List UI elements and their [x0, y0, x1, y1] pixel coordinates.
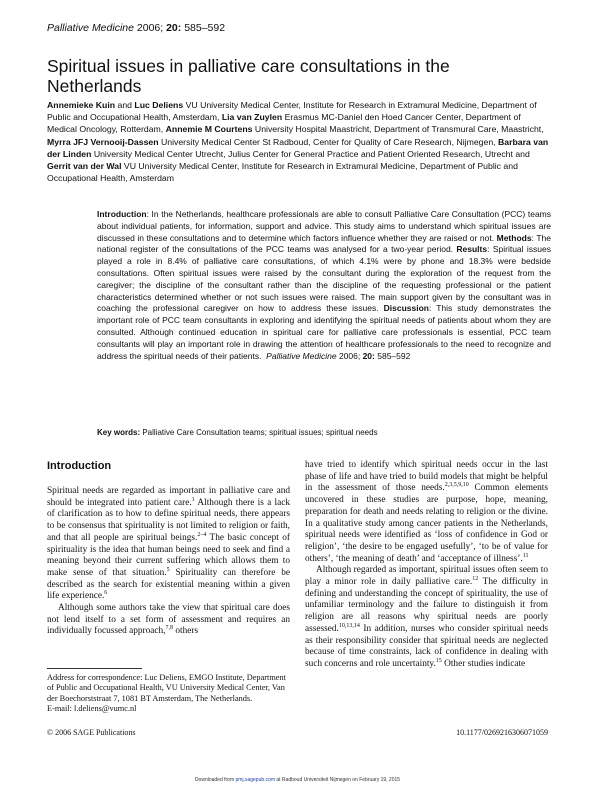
author-name: Gerrit van der Wal: [47, 161, 122, 172]
paragraph: [47, 486, 290, 603]
author-name: Barbara van der Linden: [47, 136, 549, 159]
citation-ref[interactable]: 1: [191, 496, 195, 503]
text-run: Although there is a lack of clarification as to how to define spiritual needs, there appears to be consensus that spirituality is not limited to religion or faith, and that all people are spiritual beings.: [47, 497, 291, 543]
download-note: [0, 777, 595, 783]
author-affiliation: and: [115, 100, 135, 110]
citation-ref[interactable]: 12: [472, 575, 479, 582]
doi[interactable]: 10.1177/0269216306071059: [456, 728, 548, 737]
author-affiliation: VU University Medical Center, Institute for Research in Extramural Medicine, Department of Public and Occupational Health, Amsterdam: [47, 161, 518, 184]
download-note-prefix: Downloaded from: [194, 777, 236, 783]
keywords-label: Key words:: [97, 428, 141, 437]
abstract-results-label: Results: [456, 244, 488, 255]
author-affiliation: University Medical Center Utrecht, Julius Center for General Practice and Patient Oriented Research, Utrecht and: [91, 148, 530, 159]
abstract-citation-journal: Palliative Medicine: [266, 350, 337, 361]
section-heading-introduction: Introduction: [47, 460, 112, 472]
citation-ref[interactable]: 5: [166, 566, 170, 573]
citation-ref[interactable]: 10,13,14: [338, 622, 360, 629]
paragraph: [305, 565, 548, 670]
text-run: Common elements uncovered in these studies are purpose, hope, meaning, preparation for death and needs relating to religion or the divine. In a qualitative study among cancer patients in the Netherlands, spiritual needs were identified as ‘loss of confidence in God or religion’, ‘the desire to be engaged usefully’, ‘to be of value for others’, ‘the meaning of death’ and ‘acceptance of illness’.: [305, 483, 548, 564]
running-head-pages: 585–592: [181, 22, 226, 34]
abstract-discussion-label: Discussion: [383, 303, 429, 314]
abstract: [97, 209, 551, 362]
author-name: Annemieke Kuin: [47, 100, 116, 110]
keywords-text: Palliative Care Consultation teams; spiritual issues; spiritual needs: [140, 428, 378, 437]
citation-ref[interactable]: 6: [104, 590, 108, 597]
footnote-divider: [47, 668, 142, 669]
text-run: Although some authors take the view that spiritual care does not lend itself to a set form of assessment and requires an individually focussed approach,: [47, 603, 290, 637]
running-head-year: 2006;: [133, 22, 167, 34]
correspondence-footnote: [47, 673, 290, 714]
keywords: [97, 428, 551, 437]
author-affiliation: University Hospital Maastricht, Department of Transmural Care, Maastricht,: [252, 124, 544, 135]
abstract-citation-pages: 585–592: [374, 350, 411, 361]
author-list: [47, 99, 552, 184]
abstract-discussion-text: : This study demonstrates the important role of PCC team consultants in exploring and identifying the spiritual needs of patients about whom they are consulted. Although continued education in spiritual care for palliative care professionals is essential, PCC team consultants will play an important role in drawing the attention of healthcare professionals to the need to recognize and address the spiritual needs of their patients.: [97, 303, 552, 361]
running-head-journal: Palliative Medicine: [47, 22, 134, 34]
text-run: Spirituality can therefore be described as the search for existential meaning within a given life experience.: [47, 567, 290, 602]
article-title: Spiritual issues in palliative care consultations in the Netherlands: [47, 56, 450, 96]
running-head-volume: 20:: [166, 22, 182, 34]
text-run: Other studies indicate: [441, 658, 526, 669]
abstract-citation-year: 2006;: [336, 350, 363, 361]
correspondence-email[interactable]: E-mail: l.deliens@vumc.nl: [47, 703, 137, 713]
download-site-link[interactable]: pmj.sagepub.com: [235, 777, 275, 783]
text-run: have tried to identify which spiritual needs occur in the last phase of life and have tried to build models that might be helpful in the assessment of those needs.: [305, 460, 548, 494]
text-run: In addition, nurses who consider spiritual needs as their responsibility consider that spiritual needs are neglected because of time constraints, lack of confidence in dealing with such concerns and role uncertainty.: [305, 623, 548, 669]
abstract-citation-volume: 20:: [362, 350, 375, 361]
abstract-methods-text: : The national register of the consultations of the PCC teams was analysed for a two-year period.: [97, 232, 551, 255]
text-run: Although regarded as important, spiritual issues often seem to play a minor role in daily palliative care.: [305, 565, 548, 588]
author-name: Lia van Zuylen: [221, 112, 283, 123]
citation-ref[interactable]: 2,3,5,9,10: [444, 482, 469, 489]
author-name: Annemie M Courtens: [165, 124, 253, 135]
text-run: The difficulty in defining and understanding the concept of spirituality, the use of unfamiliar terminology and the failure to distinguish it from religion are all reasons why spiritual needs are poorly assessed.: [305, 577, 548, 634]
citation-ref[interactable]: 15: [435, 657, 442, 664]
abstract-results-text: : Spiritual issues played a role in 8.4% of palliative care consultations, of which 4.1% were by phone and 18.3% were bedside consultations. Often spiritual issues were raised by the consultant during the exploration of the request from the caregiver; the discipline of the consultant rather than the discipline of the requesting professional or the patient characteristics determined whether or not such issues were raised. The main support given by the consultant was in coaching the professional caregiver on how to address these issues.: [97, 244, 551, 314]
right-column: [305, 460, 548, 671]
download-note-suffix: at Radboud Universiteit Nijmegen on February 19, 2015: [274, 777, 401, 783]
author-name: Myrra JFJ Vernooij-Dassen: [47, 136, 159, 147]
author-affiliation: Erasmus MC-Daniel den Hoed Cancer Center, Department of Medical Oncology, Rotterdam,: [47, 112, 521, 135]
citation-ref[interactable]: 7,8: [165, 625, 174, 632]
correspondence-address: Address for correspondence: Luc Deliens, EMGO Institute, Department of Public and Occupational Health, VU University Medical Center, Van der Boechorststraat 7, 1081 BT Amsterdam, The Netherlands.: [47, 673, 286, 703]
abstract-methods-label: Methods: [496, 232, 532, 243]
author-affiliation: University Medical Center St Radboud, Center for Quality of Care Research, Nijmegen,: [158, 136, 498, 147]
left-column: [47, 460, 290, 638]
text-run: others: [173, 626, 199, 637]
author-affiliation: VU University Medical Center, Institute for Research in Extramural Medicine, Department of Public and Occupational Health, Amsterdam,: [47, 100, 537, 123]
copyright: © 2006 SAGE Publications: [47, 728, 136, 737]
text-run: Spiritual needs are regarded as important in palliative care and should be integrated into patient care.: [47, 486, 290, 508]
citation-ref[interactable]: 2–4: [197, 531, 207, 538]
abstract-intro-label: Introduction: [97, 209, 147, 219]
paragraph: [305, 460, 548, 565]
text-run: The basic concept of spirituality is the idea that human beings need to seek and find a meaning beyond their current suffering which allows them to make sense of that situation.: [47, 532, 290, 578]
citation-ref[interactable]: 11: [522, 552, 529, 559]
abstract-intro-text: : In the Netherlands, healthcare professionals are able to consult Palliative Care Consultation (PCC) teams about individual patients, for information, support and advice. This study aims to understand which spiritual issues are discussed in these consultations and to determine which factors influence whether they are raised or not.: [97, 209, 551, 243]
paragraph: [47, 603, 290, 638]
running-head: [47, 22, 225, 34]
author-name: Luc Deliens: [134, 100, 184, 110]
